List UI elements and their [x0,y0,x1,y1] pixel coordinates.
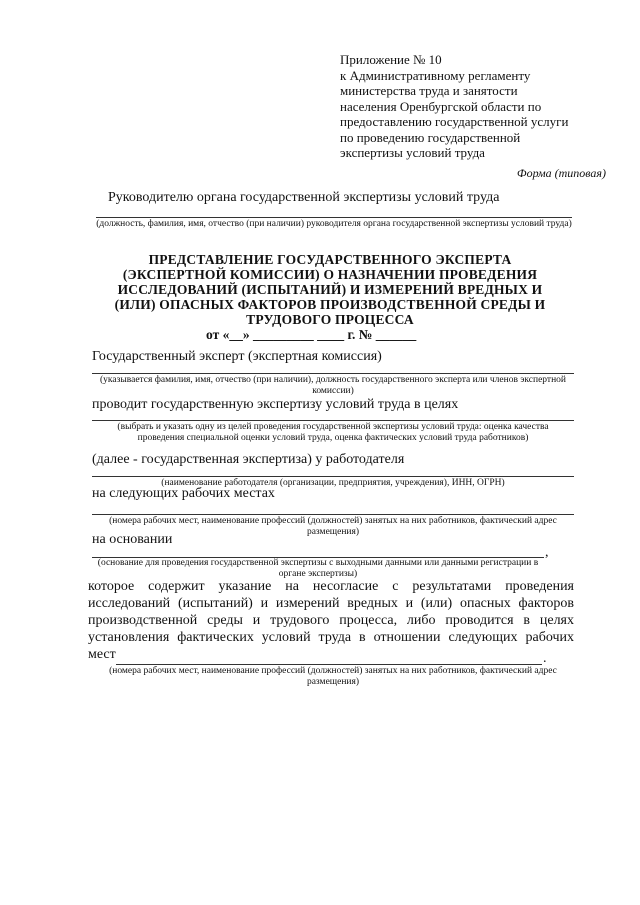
recipient-hint: (должность, фамилия, имя, отчество (при наличии) руководителя органа государственной экспертизы условий труда) [96,219,572,229]
conclusion-period: . [543,651,547,666]
form-type-label: Форма (типовая) [516,166,606,180]
appendix-line: населения Оренбургской области по [340,98,542,114]
appendix-line: предоставлению государственной услуги [340,114,569,129]
purpose-field-line[interactable] [92,420,574,421]
purpose-text: проводит государственную экспертизу условий труда в целях [92,397,459,412]
title-line: (ЭКСПЕРТНОЙ КОМИССИИ) О НАЗНАЧЕНИИ ПРОВЕДЕНИЯ [122,267,538,282]
document-title [80,252,580,327]
conclusion-hint: (номера рабочих мест, наименование профессий (должностей) занятых на них работников, фактический адрес размещения) [109,666,557,687]
recipient-text: Руководителю органа государственной экспертизы условий труда [108,190,500,205]
employer-text: (далее - государственная экспертиза) у работодателя [92,452,405,467]
workplaces-text: на следующих рабочих местах [92,486,275,501]
expert-hint: (указывается фамилия, имя, отчество (при наличии), должность государственного эксперта или членов экспертной комиссии) [100,375,566,396]
title-line: ПРЕДСТАВЛЕНИЕ ГОСУДАРСТВЕННОГО ЭКСПЕРТА [148,252,512,267]
workplaces-field-line[interactable] [92,514,574,515]
basis-comma: , [545,545,549,560]
title-line: ТРУДОВОГО ПРОЦЕССА [246,312,414,327]
purpose-hint: (выбрать и указать одну из целей проведения государственной экспертизы условий труда: оценка качества проведения специальной оценки условий труда, оценка фактических условий труда работников) [117,422,549,443]
employer-hint: (наименование работодателя (организации, предприятия, учреждения), ИНН, ОГРН) [161,478,505,488]
appendix-line: по проведению государственной [340,129,521,145]
workplaces-hint: (номера рабочих мест, наименование профессий (должностей) занятых на них работников, фактический адрес размещения) [109,516,557,537]
appendix-header [340,52,600,161]
employer-field-line[interactable] [92,476,574,477]
basis-hint: (основание для проведения государственной экспертизы с выходными данными или данными регистрации в органе экспертизы) [97,558,539,579]
conclusion-field-line[interactable] [116,664,542,665]
expert-text: Государственный эксперт (экспертная комиссия) [92,349,382,364]
appendix-line: Приложение № 10 [340,52,442,67]
expert-field-line[interactable] [92,373,574,374]
appendix-line: министерства труда и занятости [340,83,518,98]
appendix-line: экспертизы условий труда [340,145,485,160]
title-line: (ИЛИ) ОПАСНЫХ ФАКТОРОВ ПРОИЗВОДСТВЕННОЙ СРЕДЫ И [114,297,546,312]
document-date-number: от «__» _________ ____ г. № ______ [206,327,417,342]
appendix-line: к Административному регламенту [340,67,531,83]
conclusion-paragraph: которое содержит указание на несогласие с результатами проведения исследований (испытаний) и измерений вредных и (или) опасных факторов производственной среды и трудового процесса, либо проводится в целях установления фактических условий труда в отношении следующих рабочих мест [88,579,574,662]
title-line: ИССЛЕДОВАНИЙ (ИСПЫТАНИЙ) И ИЗМЕРЕНИЙ ВРЕДНЫХ И [117,282,543,297]
recipient-field-line[interactable] [96,217,572,218]
basis-text: на основании [92,532,173,547]
